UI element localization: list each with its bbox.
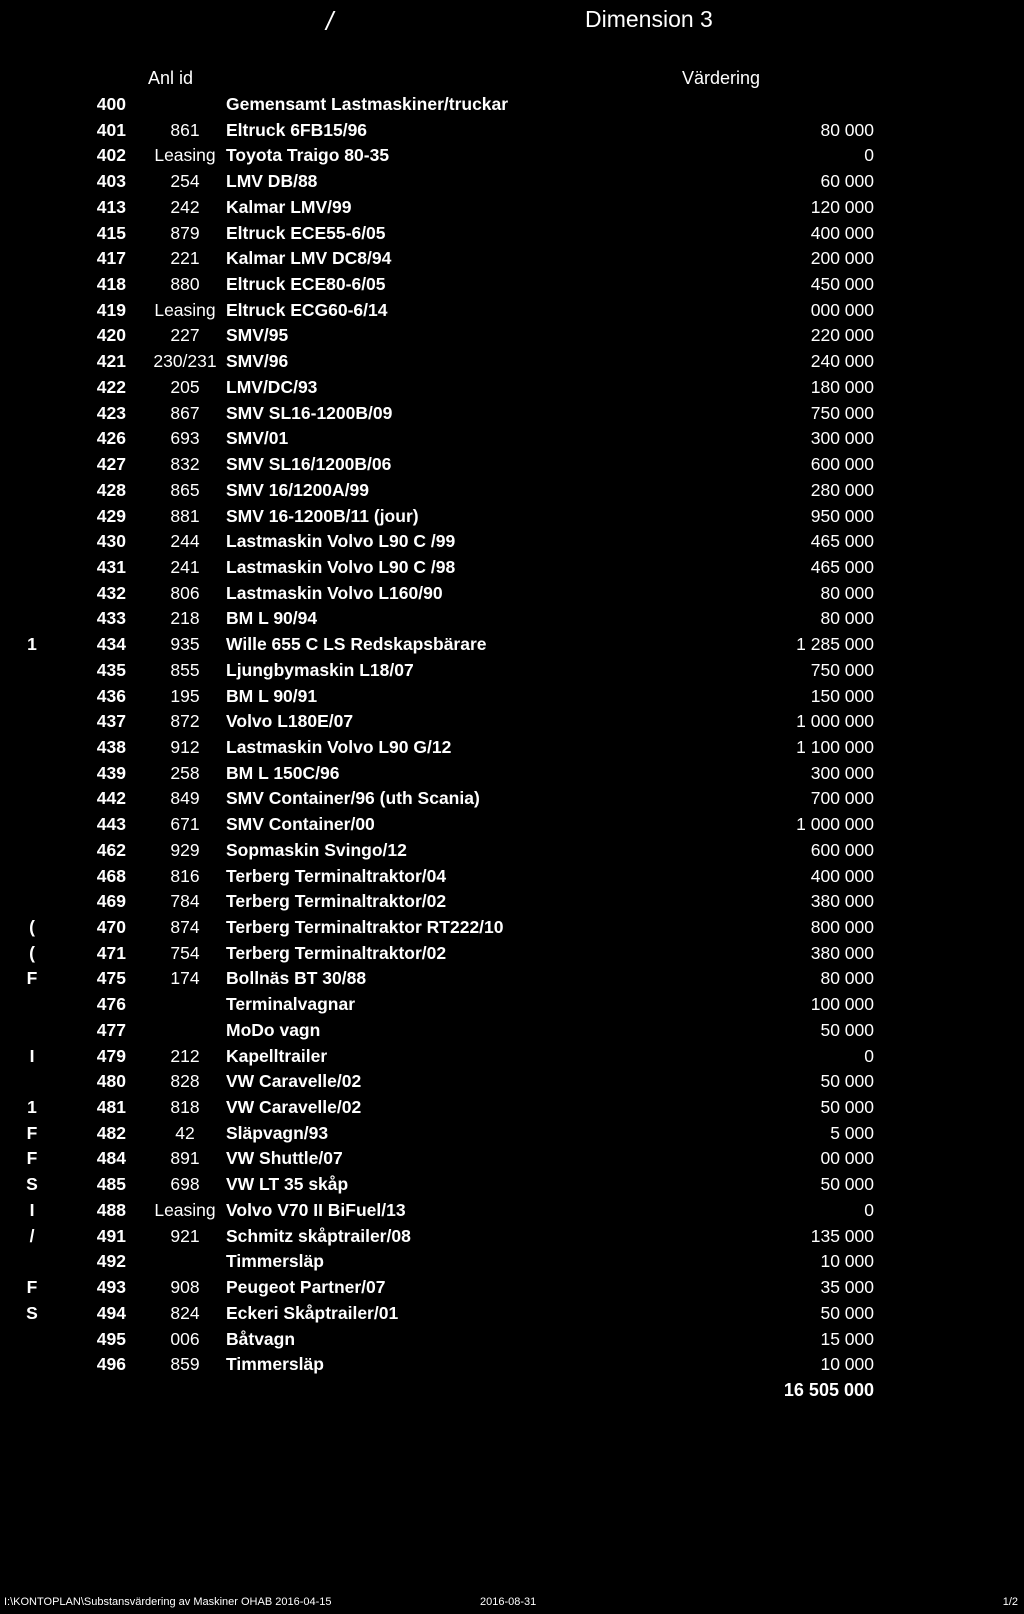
asset-id: 872 [170, 711, 200, 732]
asset-id: 227 [170, 325, 200, 346]
asset-description: Volvo L180E/07 [226, 711, 354, 732]
asset-description: Eltruck ECE80-6/05 [226, 274, 386, 295]
valuation: 80 000 [820, 582, 874, 603]
account-number: 462 [96, 839, 126, 860]
table-row [0, 1018, 1024, 1044]
footer-file-path: I:\KONTOPLAN\Substansvärdering av Maskiner OHAB 2016-04-15 [4, 1596, 332, 1608]
account-number: 442 [96, 788, 126, 809]
account-number: 488 [96, 1199, 126, 1220]
table-row [0, 118, 1024, 144]
asset-id: 784 [170, 891, 200, 912]
asset-description: SMV/95 [226, 325, 289, 346]
table-row [0, 92, 1024, 118]
account-number: 419 [96, 299, 126, 320]
table-row [0, 606, 1024, 632]
valuation: 50 000 [820, 1097, 874, 1118]
asset-description: MoDo vagn [226, 1019, 321, 1040]
valuation: 465 000 [810, 531, 874, 552]
asset-description: SMV 16/1200A/99 [226, 479, 370, 500]
table-row [0, 812, 1024, 838]
asset-id: 806 [170, 582, 200, 603]
table-row [0, 889, 1024, 915]
valuation: 220 000 [810, 325, 874, 346]
account-number: 435 [96, 659, 126, 680]
row-margin-mark: ( [29, 942, 35, 963]
account-number: 434 [96, 634, 126, 655]
asset-description: Eltruck ECE55-6/05 [226, 222, 386, 243]
asset-id: 230/231 [153, 351, 217, 372]
asset-description: Gemensamt Lastmaskiner/truckar [226, 94, 509, 114]
account-number: 482 [96, 1122, 126, 1143]
account-number: 432 [96, 582, 126, 603]
account-number: 470 [96, 917, 126, 937]
table-row [0, 1121, 1024, 1147]
table-row [0, 221, 1024, 247]
account-number: 439 [96, 762, 126, 783]
total-row [0, 1378, 1024, 1404]
account-number: 484 [96, 1148, 126, 1169]
row-margin-mark: F [26, 1122, 38, 1143]
asset-id: 908 [170, 1277, 200, 1298]
asset-id: 867 [170, 402, 200, 423]
valuation: 1 285 000 [796, 634, 874, 655]
valuation: 0 [864, 1199, 874, 1220]
asset-id: 832 [170, 454, 200, 475]
account-number: 492 [96, 1251, 126, 1272]
asset-description: Kalmar LMV/99 [226, 196, 352, 217]
account-number: 428 [96, 479, 126, 500]
valuation: 50 000 [820, 1019, 874, 1040]
valuation: 380 000 [810, 891, 874, 912]
asset-description: VW Caravelle/02 [226, 1071, 362, 1092]
account-number: 402 [96, 145, 126, 166]
asset-id: 693 [170, 428, 200, 449]
account-number: 420 [96, 325, 126, 346]
table-row [0, 1352, 1024, 1378]
asset-id: 912 [170, 736, 200, 757]
asset-description: BM L 90/94 [226, 608, 318, 629]
account-number: 477 [96, 1019, 126, 1040]
asset-description: SMV Container/00 [226, 814, 375, 835]
valuation: 5 000 [830, 1122, 874, 1143]
account-number: 415 [96, 222, 126, 243]
asset-id: 828 [170, 1071, 200, 1092]
asset-id: 195 [170, 685, 200, 706]
account-number: 479 [96, 1045, 126, 1066]
row-margin-mark: / [29, 1225, 35, 1246]
asset-description: Timmersläp [226, 1251, 324, 1272]
asset-description: Timmersläp [226, 1354, 324, 1375]
asset-description: Terberg Terminaltraktor/04 [226, 865, 447, 886]
valuation: 000 000 [810, 299, 874, 320]
asset-description: Ljungbymaskin L18/07 [226, 659, 414, 680]
account-number: 429 [96, 505, 126, 526]
valuation: 200 000 [810, 248, 874, 269]
account-number: 485 [96, 1174, 126, 1195]
footer-page-number: 1/2 [1002, 1596, 1018, 1608]
valuation: 750 000 [810, 402, 874, 423]
valuation: 120 000 [810, 196, 874, 217]
table-row [0, 349, 1024, 375]
table-row [0, 1327, 1024, 1353]
valuation: 1 000 000 [796, 814, 874, 835]
asset-description: Lastmaskin Volvo L90 C /98 [226, 556, 456, 577]
row-margin-mark: ( [29, 917, 35, 937]
account-number: 430 [96, 531, 126, 552]
table-row [0, 452, 1024, 478]
valuation: 750 000 [810, 659, 874, 680]
asset-description: Terberg Terminaltraktor/02 [226, 942, 447, 963]
asset-description: LMV/DC/93 [226, 376, 318, 397]
asset-description: Schmitz skåptrailer/08 [226, 1225, 411, 1246]
table-row [0, 864, 1024, 890]
asset-description: SMV SL16-1200B/09 [226, 402, 393, 423]
valuation: 00 000 [820, 1148, 874, 1169]
row-margin-mark: F [26, 968, 38, 989]
table-row [0, 323, 1024, 349]
valuation: 35 000 [820, 1277, 874, 1298]
table-row [0, 1172, 1024, 1198]
asset-description: Eltruck ECG60-6/14 [226, 299, 388, 320]
valuation: 400 000 [810, 222, 874, 243]
table-row [0, 195, 1024, 221]
row-margin-mark: F [26, 1277, 38, 1298]
table-row [0, 272, 1024, 298]
valuation: 80 000 [820, 968, 874, 989]
row-margin-mark: S [26, 1174, 38, 1195]
table-row [0, 1301, 1024, 1327]
account-number: 417 [96, 248, 126, 269]
account-number: 401 [96, 119, 126, 140]
valuation: 800 000 [810, 917, 874, 937]
valuation: 10 000 [820, 1251, 874, 1272]
table-row [0, 1146, 1024, 1172]
valuation: 465 000 [810, 556, 874, 577]
account-number: 437 [96, 711, 126, 732]
valuation: 10 000 [820, 1354, 874, 1375]
table-row [0, 709, 1024, 735]
table-row [0, 246, 1024, 272]
row-margin-mark: 1 [27, 1097, 37, 1118]
asset-description: Eckeri Skåptrailer/01 [226, 1302, 399, 1323]
account-number: 495 [96, 1328, 126, 1349]
table-row [0, 1044, 1024, 1070]
table-row [0, 1095, 1024, 1121]
asset-description: SMV/96 [226, 351, 289, 372]
asset-description: Volvo V70 II BiFuel/13 [226, 1199, 406, 1220]
asset-id: 006 [170, 1328, 200, 1349]
asset-id: 935 [170, 634, 200, 655]
valuation: 0 [864, 1045, 874, 1066]
account-number: 436 [96, 685, 126, 706]
valuation: 400 000 [810, 865, 874, 886]
asset-id: 174 [170, 968, 200, 989]
account-number: 481 [96, 1097, 126, 1118]
asset-description: VW Shuttle/07 [226, 1148, 343, 1169]
asset-description: Terberg Terminaltraktor RT222/10 [226, 917, 504, 937]
asset-id: 818 [170, 1097, 200, 1118]
valuation: 60 000 [820, 171, 874, 192]
table-row [0, 1275, 1024, 1301]
account-number: 400 [96, 94, 126, 114]
table-row [0, 684, 1024, 710]
table-row [0, 992, 1024, 1018]
valuation: 380 000 [810, 942, 874, 963]
table-row [0, 401, 1024, 427]
valuation: 300 000 [810, 762, 874, 783]
table-row [0, 555, 1024, 581]
asset-id: 849 [170, 788, 200, 809]
asset-description: Wille 655 C LS Redskapsbärare [226, 634, 487, 655]
valuation: 1 000 000 [796, 711, 874, 732]
asset-description: Toyota Traigo 80-35 [226, 145, 390, 166]
asset-description: SMV 16-1200B/11 (jour) [226, 505, 419, 526]
table-row [0, 966, 1024, 992]
column-header-anl-id: Anl id [148, 68, 194, 88]
asset-id: 861 [170, 119, 200, 140]
valuation: 50 000 [820, 1174, 874, 1195]
row-margin-mark: I [29, 1045, 35, 1066]
asset-description: VW Caravelle/02 [226, 1097, 362, 1118]
account-number: 423 [96, 402, 126, 423]
asset-id: 816 [170, 865, 200, 886]
account-number: 413 [96, 196, 126, 217]
table-row [0, 478, 1024, 504]
row-margin-mark: F [26, 1148, 38, 1169]
asset-id: 205 [170, 376, 200, 397]
total-valuation: 16 505 000 [783, 1379, 874, 1400]
table-row [0, 761, 1024, 787]
asset-description: SMV/01 [226, 428, 289, 449]
asset-id: 218 [170, 608, 200, 629]
account-number: 480 [96, 1071, 126, 1092]
asset-description: Peugeot Partner/07 [226, 1277, 386, 1298]
valuation: 600 000 [810, 839, 874, 860]
valuation: 600 000 [810, 454, 874, 475]
table-row [0, 581, 1024, 607]
asset-description: VW LT 35 skåp [226, 1174, 349, 1195]
row-margin-mark: S [26, 1302, 38, 1323]
asset-description: SMV Container/96 (uth Scania) [226, 788, 480, 809]
asset-id: Leasing [154, 145, 216, 166]
valuation: 0 [864, 145, 874, 166]
account-number: 471 [96, 942, 126, 963]
asset-id: 921 [170, 1225, 200, 1246]
table-row [0, 298, 1024, 324]
asset-description: Lastmaskin Volvo L90 G/12 [226, 736, 452, 757]
valuation: 15 000 [820, 1328, 874, 1349]
table-row [0, 169, 1024, 195]
table-row [0, 786, 1024, 812]
account-number: 427 [96, 454, 126, 475]
row-margin-mark: I [29, 1199, 35, 1220]
asset-id: 881 [170, 505, 200, 526]
asset-description: LMV DB/88 [226, 171, 318, 192]
table-row [0, 504, 1024, 530]
account-number: 475 [96, 968, 126, 989]
valuation: 1 100 000 [796, 736, 874, 757]
asset-id: 859 [170, 1354, 200, 1375]
valuation: 50 000 [820, 1302, 874, 1323]
account-number: 403 [96, 171, 126, 192]
table-row [0, 941, 1024, 967]
valuation: 240 000 [810, 351, 874, 372]
valuation: 80 000 [820, 119, 874, 140]
valuation: 100 000 [810, 994, 874, 1015]
valuation: 300 000 [810, 428, 874, 449]
account-number: 431 [96, 556, 126, 577]
account-number: 438 [96, 736, 126, 757]
asset-id: 244 [170, 531, 200, 552]
asset-id: 698 [170, 1174, 200, 1195]
asset-id: 879 [170, 222, 200, 243]
table-row [0, 632, 1024, 658]
table-row [0, 735, 1024, 761]
asset-description: Sopmaskin Svingo/12 [226, 839, 407, 860]
valuation: 180 000 [810, 376, 874, 397]
asset-description: SMV SL16/1200B/06 [226, 454, 392, 475]
asset-id: 221 [170, 248, 200, 269]
asset-description: Lastmaskin Volvo L90 C /99 [226, 531, 456, 552]
valuation: 700 000 [810, 788, 874, 809]
asset-id: 671 [170, 814, 200, 835]
asset-id: Leasing [154, 1199, 216, 1220]
account-number: 496 [96, 1354, 126, 1375]
asset-id: 254 [170, 171, 200, 192]
account-number: 494 [96, 1302, 126, 1323]
asset-description: BM L 90/91 [226, 685, 318, 706]
asset-id: 212 [170, 1045, 200, 1066]
asset-description: Kapelltrailer [226, 1045, 328, 1066]
table-row [0, 375, 1024, 401]
account-number: 421 [96, 351, 126, 372]
table-row [0, 529, 1024, 555]
footer-date: 2016-08-31 [480, 1596, 537, 1608]
asset-id: 42 [175, 1122, 195, 1143]
asset-id: 874 [170, 917, 200, 937]
column-header-vardering: Värdering [682, 68, 761, 88]
asset-description: Båtvagn [226, 1328, 296, 1349]
valuation: 50 000 [820, 1071, 874, 1092]
row-margin-mark: 1 [27, 634, 37, 655]
asset-description: Eltruck 6FB15/96 [226, 119, 368, 140]
asset-description: Terminalvagnar [226, 994, 356, 1015]
valuation: 150 000 [810, 685, 874, 706]
asset-description: Bollnäs BT 30/88 [226, 968, 367, 989]
asset-description: Terberg Terminaltraktor/02 [226, 891, 447, 912]
asset-id: 865 [170, 479, 200, 500]
account-number: 476 [96, 994, 126, 1015]
asset-id: 824 [170, 1302, 200, 1323]
asset-id: 891 [170, 1148, 200, 1169]
account-number: 493 [96, 1277, 126, 1298]
account-number: 469 [96, 891, 126, 912]
table-row [0, 1224, 1024, 1250]
asset-id: 880 [170, 274, 200, 295]
account-number: 491 [96, 1225, 126, 1246]
asset-id: 754 [170, 942, 200, 963]
asset-table [0, 92, 1024, 1404]
table-row [0, 658, 1024, 684]
valuation: 80 000 [820, 608, 874, 629]
valuation: 950 000 [810, 505, 874, 526]
asset-description: Lastmaskin Volvo L160/90 [226, 582, 443, 603]
account-number: 443 [96, 814, 126, 835]
table-row [0, 838, 1024, 864]
page-title: Dimension 3 [585, 6, 713, 32]
asset-id: 855 [170, 659, 200, 680]
valuation: 135 000 [810, 1225, 874, 1246]
account-number: 426 [96, 428, 126, 449]
asset-id: 258 [170, 762, 200, 783]
account-number: 433 [96, 608, 126, 629]
table-row [0, 1198, 1024, 1224]
asset-description: BM L 150C/96 [226, 762, 340, 783]
asset-description: Kalmar LMV DC8/94 [226, 248, 392, 269]
asset-id: 242 [170, 196, 200, 217]
account-number: 422 [96, 376, 126, 397]
table-row [0, 426, 1024, 452]
valuation: 450 000 [810, 274, 874, 295]
asset-id: Leasing [154, 299, 216, 320]
valuation: 280 000 [810, 479, 874, 500]
account-number: 418 [96, 274, 126, 295]
table-row [0, 143, 1024, 169]
asset-id: 929 [170, 839, 200, 860]
account-number: 468 [96, 865, 126, 886]
table-row [0, 915, 1024, 941]
header-slash: / [326, 6, 334, 36]
asset-description: Släpvagn/93 [226, 1122, 329, 1143]
table-row [0, 1069, 1024, 1095]
asset-id: 241 [170, 556, 200, 577]
table-row [0, 1249, 1024, 1275]
